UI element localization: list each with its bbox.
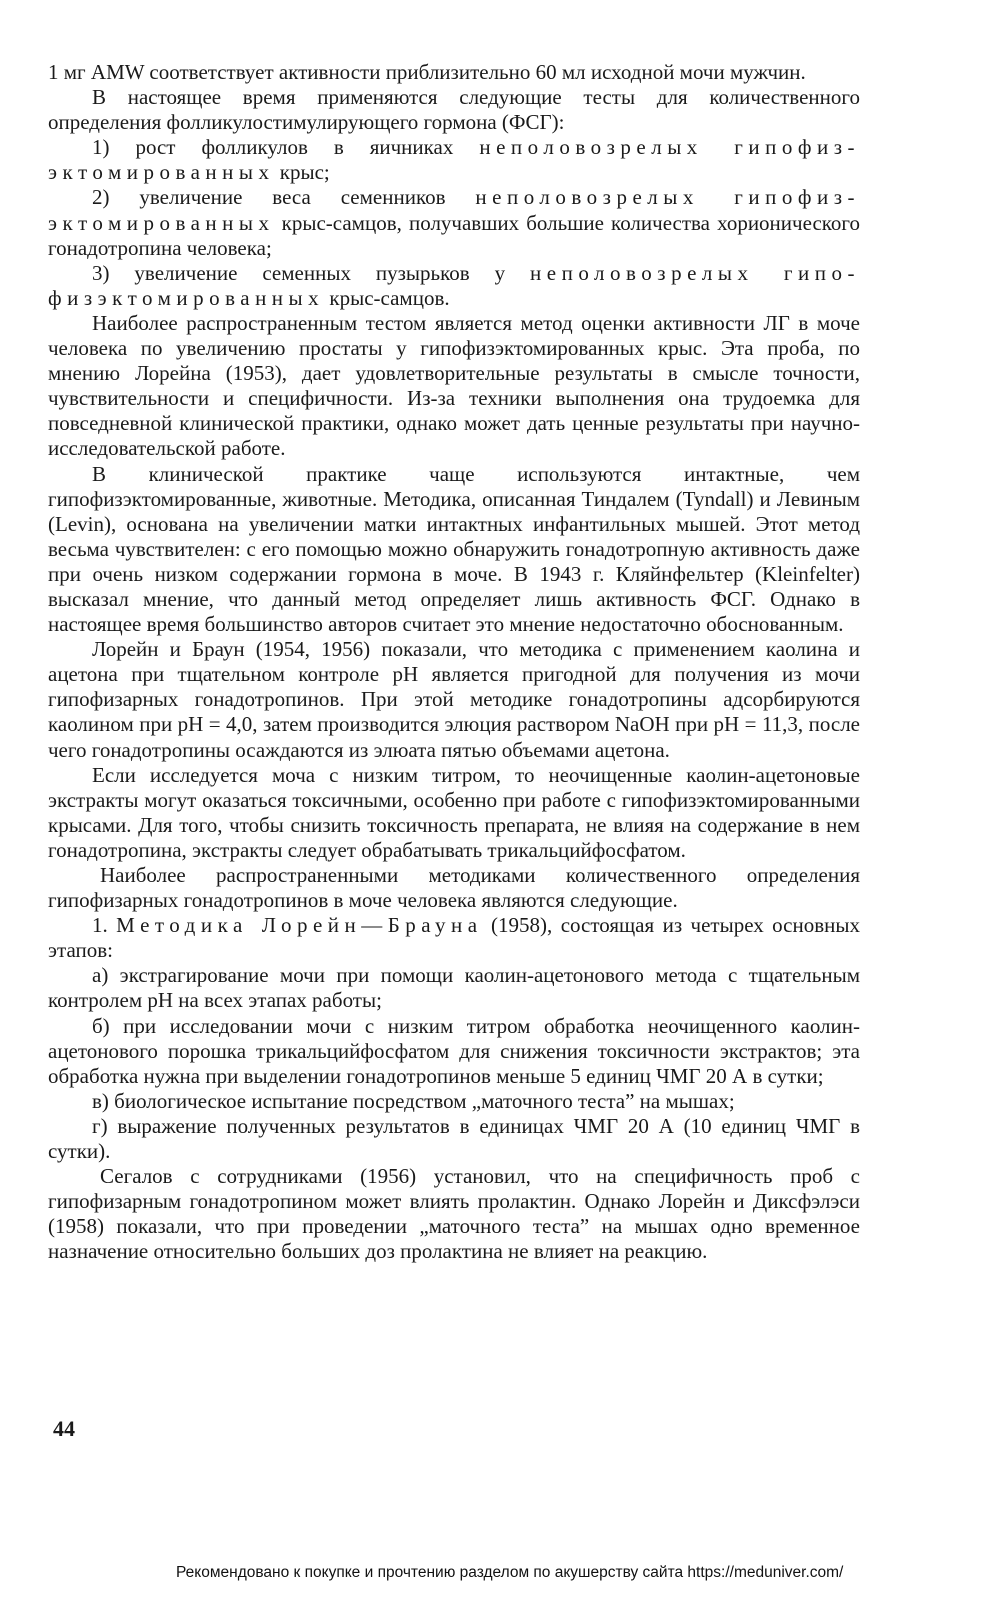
paragraph: В клинической практике чаще используются интактные, чем гипофизэктомированные, животные. Методика, описанная Тиндалем (Tyndall) и Левиным (Levin), основана на увеличении матки интактных инфантильных мышей. Этот метод весьма чувствителен: с его помощью можно обнаружить гонадотропную активность даже при очень низком содержании гормона в моче. В 1943 г. Кляйнфельтер (Kleinfelter) высказал мнение, что данный метод определяет лишь активность ФСГ. Однако в настоящее время большинство авторов считает это мнение недостаточно обоснованным. [48,461,860,637]
paragraph: Наиболее распространенным тестом является метод оценки активности ЛГ в моче человека по увеличению простаты у гипофизэктомированных крыс. Эта проба, по мнению Лорейна (1953), дает удовлетворительные результаты в смысле точности, чувствительности и специфичности. Из-за техники выполнения она трудоемка для повседневной клинической практики, однако может дать ценные результаты при научно-исследовательской работе. [48,310,860,461]
paragraph: Если исследуется моча с низким титром, то неочищенные каолин-ацетоновые экстракты могут оказаться токсичными, особенно при работе с гипофизэктомированными крысами. Для того, чтобы снизить токсичность препарата, не влияя на содержание в нем гонадотропина, экстракты следует обрабатывать трикальцийфосфатом. [48,762,860,862]
footer-note: Рекомендовано к покупке и прочтению разделом по акушерству сайта https://meduniver.com/ [176,1564,844,1581]
paragraph: Наиболее распространенными методиками количественного определения гипофизарных гонадотропинов в моче человека являются следующие. [48,863,860,913]
list-item: г) выражение полученных результатов в единицах ЧМГ 20 А (10 единиц ЧМГ в сутки). [48,1113,860,1164]
list-item: б) при исследовании мочи с низким титром обработка неочищенного каолин-ацетонового порошка трикальцийфосфатом для снижения токсичности экстрактов; эта обработка нужна при выделении гонадотропинов меньше 5 единиц ЧМГ 20 А в сутки; [48,1013,860,1088]
paragraph: 1 мг AMW соответствует активности приблизительно 60 мл исходной мочи мужчин. [48,60,806,84]
list-item: 2) увеличение веса семенников неполовозрелых гипофиз-эктомированных крыс-самцов, получавших большие количества хорионического гонадотропина человека; [48,185,861,260]
list-item: а) экстрагирование мочи при помощи каолин-ацетонового метода с тщательным контролем pH на всех этапах работы; [48,963,860,1013]
spaced-text: неполовозрелых гипо-физэктомированных [48,260,861,310]
list-item: 1. Методика Лорейн—Брауна (1958), состоящая из четырех основных этапов: [48,913,861,963]
paragraph: В настоящее время применяются следующие тесты для количественного определения фолликулостимулирующего гормона (ФСГ): [48,85,860,135]
paragraph: Лорейн и Браун (1954, 1956) показали, что методика с применением каолина и ацетона при тщательном контроле pH является пригодной для получения из мочи гипофизарных гонадотропинов. При этой методике гонадотропины адсорбируются каолином при pH = 4,0, затем производится элюция раствором NaOH при pH = 11,3, после чего гонадотропины осаждаются из элюата пятью объемами ацетона. [48,637,860,762]
spaced-text: неполовозрелых гипофиз-эктомированных [48,135,860,185]
page-body [48,60,860,1265]
spaced-text: Методика Лорейн—Брауна [116,913,483,938]
spaced-text: неполовозрелых гипофиз-эктомированных [48,185,861,235]
list-item: 3) увеличение семенных пузырьков у неполовозрелых гипо-физэктомированных крыс-самцов. [48,260,861,310]
list-item: 1) рост фолликулов в яичниках неполовозрелых гипофиз-эктомированных крыс; [48,135,860,185]
paragraph: Сегалов с сотрудниками (1956) установил, что на специфичность проб с гипофизарным гонадотропином может влиять пролактин. Однако Лорейн и Диксфэлэси (1958) показали, что при проведении „маточного теста” на мышах одно временное назначение относительно больших доз пролактина не влияет на реакцию. [48,1164,860,1264]
page-number: 44 [53,1416,75,1441]
list-item: в) биологическое испытание посредством „маточного теста” на мышах; [92,1088,735,1113]
